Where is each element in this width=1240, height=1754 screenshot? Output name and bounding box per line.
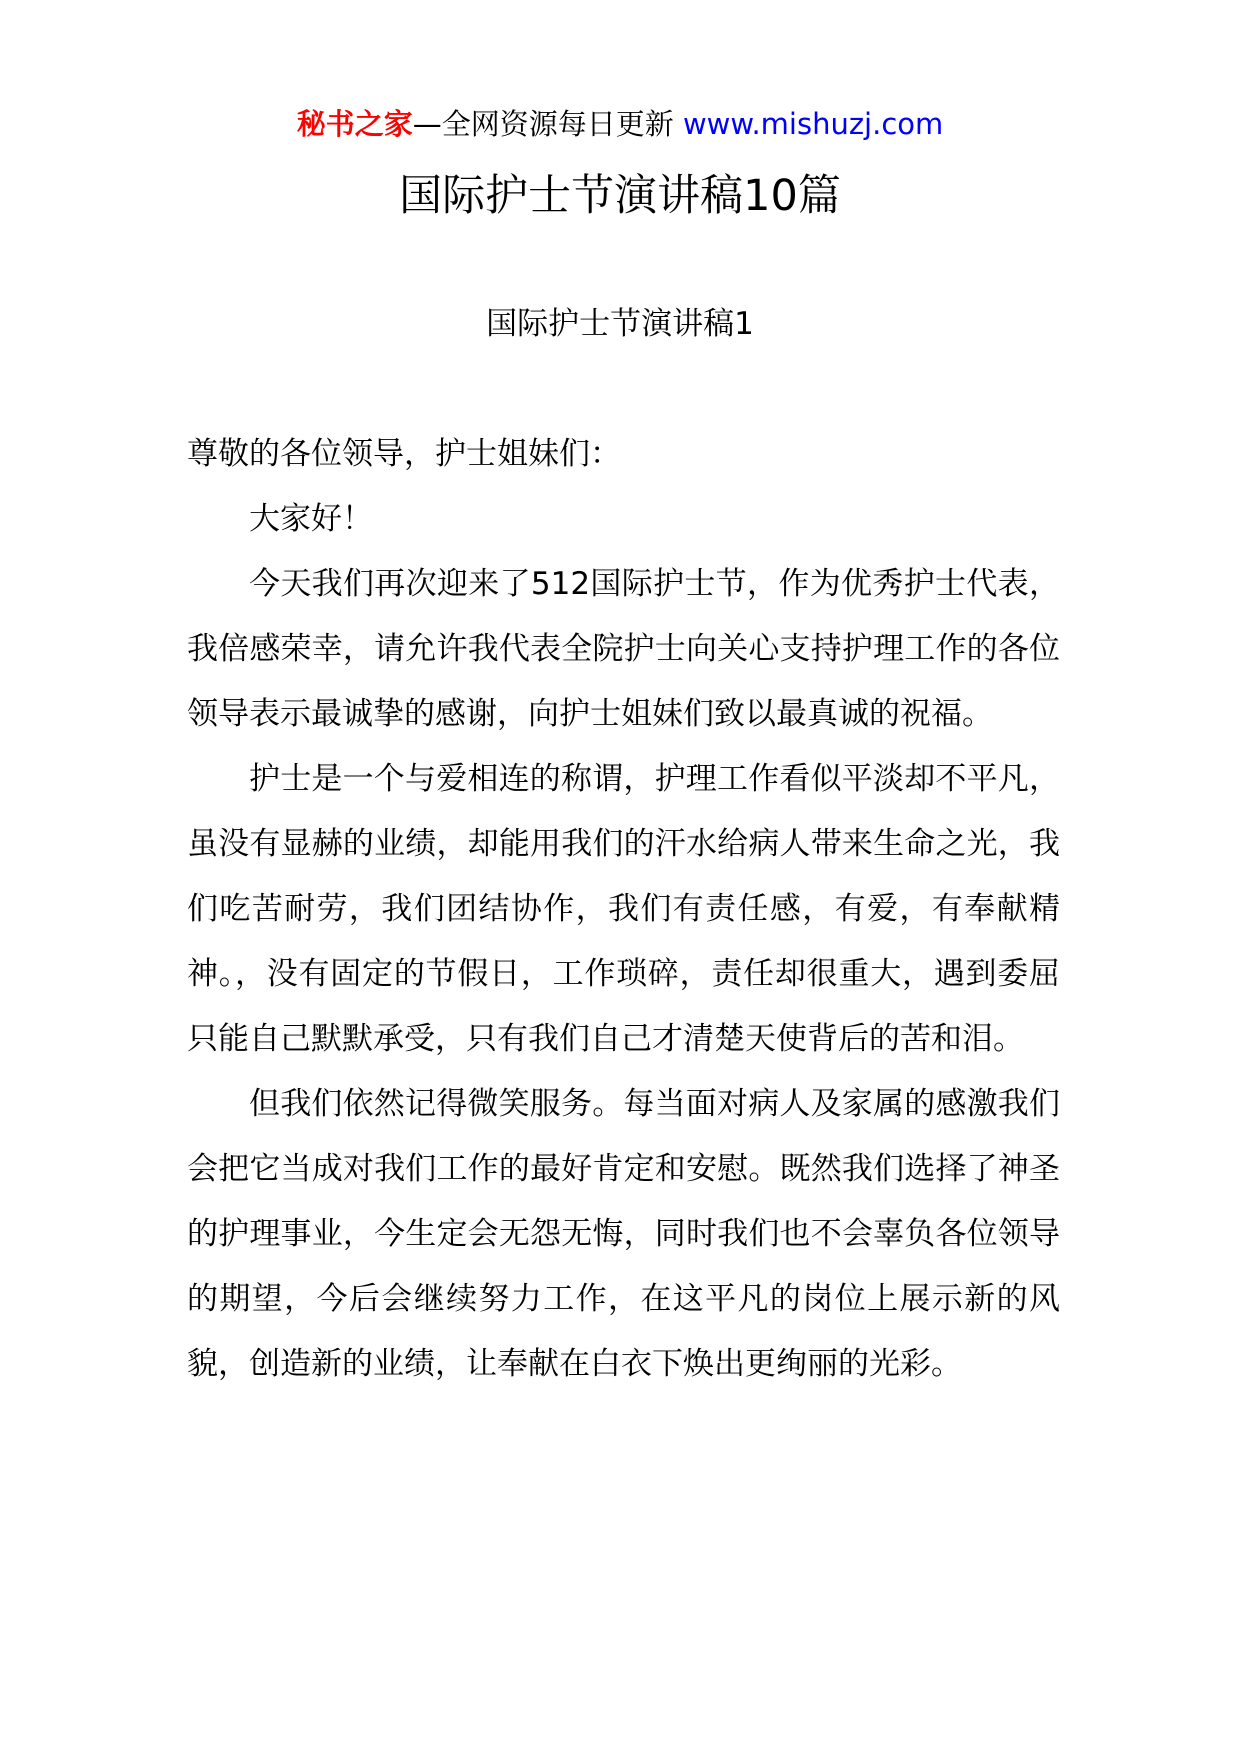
- site-url-link[interactable]: www.mishuzj.com: [682, 107, 944, 141]
- site-slogan: —全网资源每日更新: [412, 107, 674, 141]
- paragraph-greeting: 大家好！: [249, 501, 373, 537]
- document-body: [187, 422, 1060, 1397]
- document-title: 国际护士节演讲稿10篇: [399, 171, 841, 221]
- paragraph: 今天我们再次迎来了512国际护士节，作为优秀护士代表，我倍感荣幸，请允许我代表全院护士向关心支持护理工作的各位领导表示最诚挚的感谢，向护士姐妹们致以最真诚的祝福。: [187, 566, 1060, 732]
- paragraph: 但我们依然记得微笑服务。每当面对病人及家属的感激我们会把它当成对我们工作的最好肯定和安慰。既然我们选择了神圣的护理事业，今生定会无怨无悔，同时我们也不会辜负各位领导的期望，今后会继续努力工作，在这平凡的岗位上展示新的风貌，创造新的业绩，让奉献在白衣下焕出更绚丽的光彩。: [187, 1086, 1060, 1382]
- paragraph: 护士是一个与爱相连的称谓，护理工作看似平淡却不平凡，虽没有显赫的业绩，却能用我们的汗水给病人带来生命之光，我们吃苦耐劳，我们团结协作，我们有责任感，有爱，有奉献精神。，没有固定的节假日，工作琐碎，责任却很重大，遇到委屈只能自己默默承受，只有我们自己才清楚天使背后的苦和泪。: [187, 761, 1060, 1057]
- section-title: 国际护士节演讲稿1: [486, 306, 754, 342]
- site-header: [0, 104, 1240, 144]
- salutation: 尊敬的各位领导，护士姐妹们：: [187, 436, 621, 472]
- site-brand: 秘书之家: [296, 107, 413, 141]
